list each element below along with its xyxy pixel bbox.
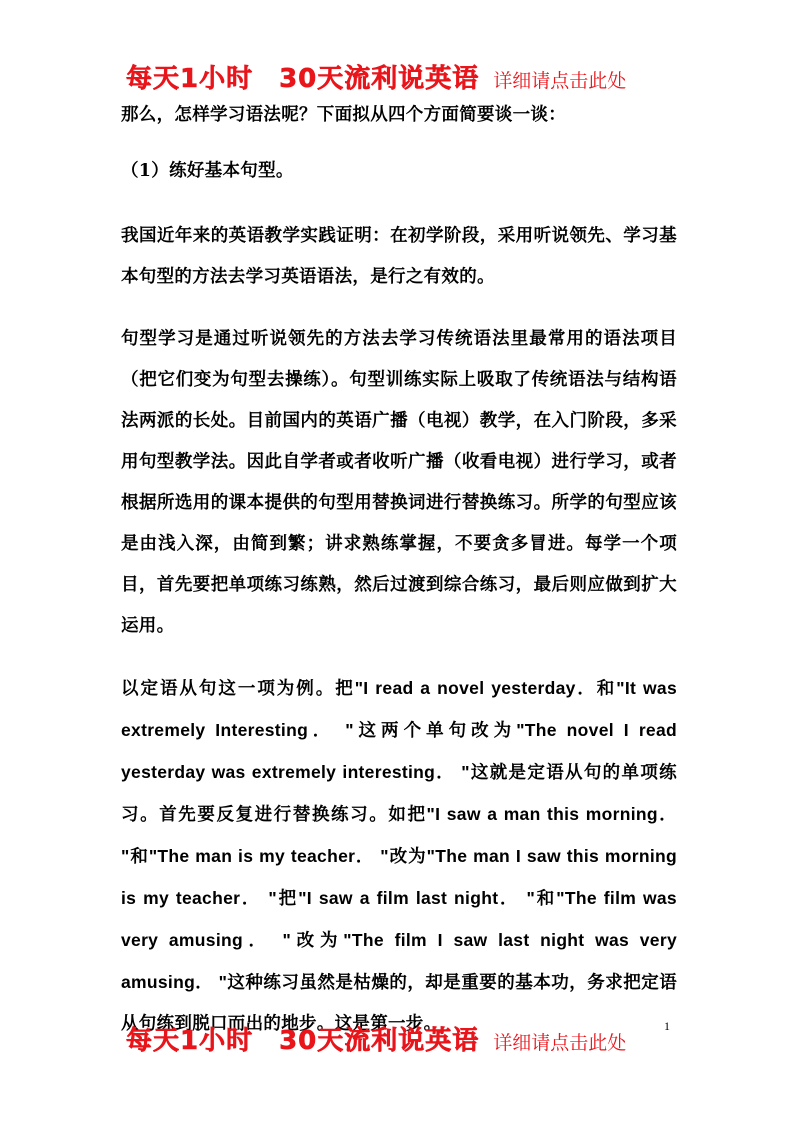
p3-english: "The film I saw last night was very amusing． " [121,930,677,992]
banner-title[interactable]: 每天1小时 [126,64,254,94]
p3-english: "The film was very amusing． " [121,888,677,950]
page-number: 1 [664,1019,670,1033]
paragraph-2: 句型学习是通过听说领先的方法去学习传统语法里最常用的语法项目（把它们变为句型去操练）。句型训练实际上吸取了传统语法与结构语法两派的长处。目前国内的英语广播（电视）教学，在入门阶段，多采用句型教学法。因此自学者或者收听广播（收看电视）进行学习，或者根据所选用的课本提供的句型用替换词进行替换练习。所学的句型应该是由浅入深，由简到繁；讲求熟练掌握，不要贪多冒进。每学一个项目，首先要把单项练习练熟，然后过渡到综合练习，最后则应做到扩大运用。 [121,329,677,636]
banner-subtitle[interactable]: 30天流利说英语 [279,64,480,94]
p3-text: 把 [276,889,299,909]
banner-link[interactable]: 详细请点击此处 [493,70,627,92]
paragraph-1: 我国近年来的英语教学实践证明：在初学阶段，采用听说领先、学习基本句型的方法去学习英语语法，是行之有效的。 [121,226,677,287]
banner-link[interactable]: 详细请点击此处 [493,1032,627,1054]
footer-banner[interactable] [126,1020,686,1054]
document-body [121,100,677,1066]
p3-english: "The man I saw this morning is my teacher． " [121,846,677,908]
header-banner[interactable] [126,58,686,92]
p3-text: 以定语从句这一项为例。把 [121,679,355,699]
p3-english: "The novel I read yesterday was extremely interesting． " [121,720,677,782]
p3-english: "I saw a man this morning． " [121,804,677,866]
p3-text: 这就是定语从句的单项练习。首先要反复进行替换练习。如把 [121,763,677,825]
p3-text: 改为 [388,847,427,867]
p3-english: "I saw a film last night． " [298,888,536,908]
banner-subtitle[interactable]: 30天流利说英语 [279,1026,480,1056]
p3-english: "It was extremely Interesting． " [121,678,677,740]
p3-text: 这种练习虽然是枯燥的，却是重要的基本功，务求把定语从句练到脱口而出的地步。这是第一步。 [121,973,678,1034]
banner-title[interactable]: 每天1小时 [126,1026,254,1056]
intro-paragraph: 那么，怎样学习语法呢？下面拟从四个方面简要谈一谈： [121,105,566,125]
paragraph-3 [121,668,677,1045]
p3-english: "The man is my teacher． " [148,846,389,866]
p3-text: 和 [596,679,617,699]
p3-text: 这两个单句改为 [353,721,517,741]
p3-text: 改为 [291,931,344,951]
p3-text: 和 [129,847,149,867]
p3-text: 和 [535,889,557,909]
p3-english: "I read a novel yesterday． [354,678,597,698]
section-heading: （1）练好基本句型。 [121,161,294,181]
